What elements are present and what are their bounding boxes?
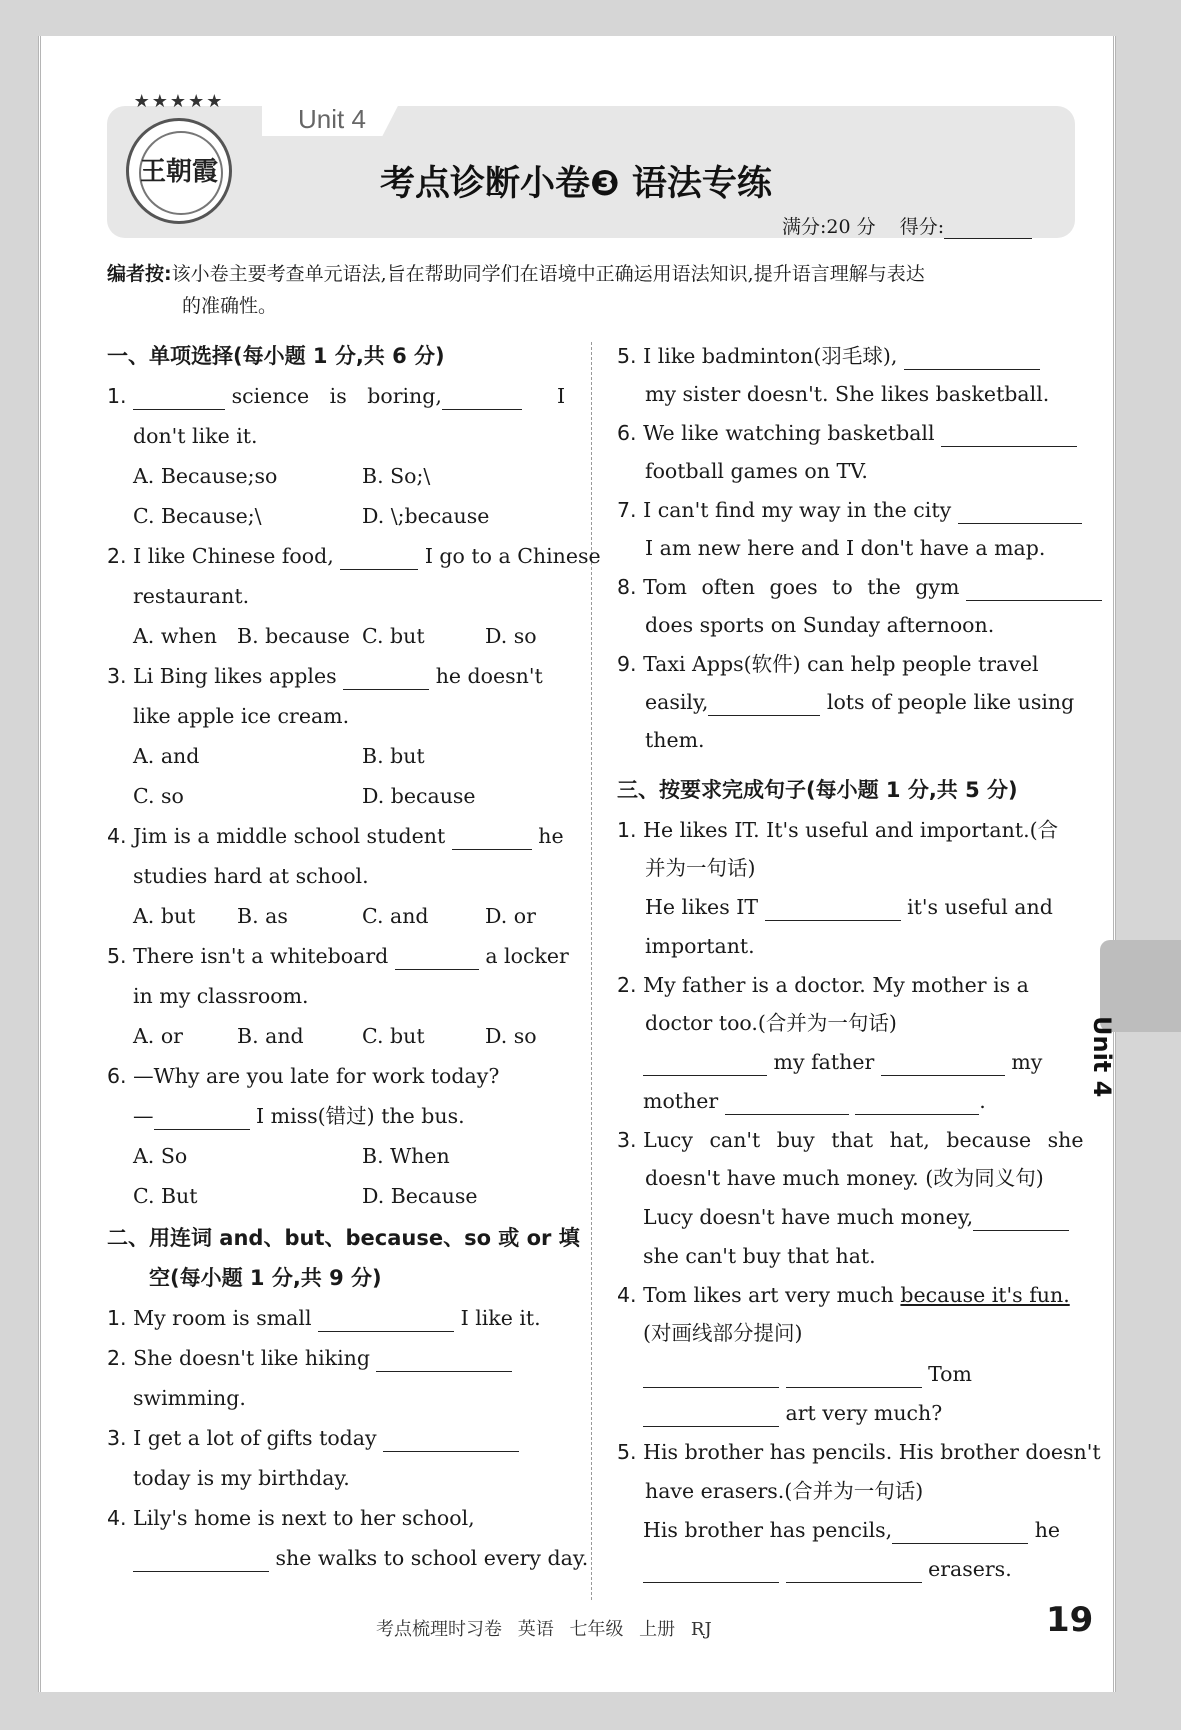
logo-text: 王朝霞 bbox=[139, 157, 218, 187]
s1-q5-line2: in my classroom. bbox=[133, 984, 309, 1008]
brand-logo bbox=[126, 91, 232, 224]
blank[interactable] bbox=[904, 347, 1040, 370]
option[interactable]: D. Because bbox=[362, 1184, 478, 1208]
option[interactable]: C. and bbox=[362, 904, 429, 928]
option[interactable]: C. But bbox=[133, 1184, 198, 1208]
blank[interactable] bbox=[725, 1092, 849, 1115]
blank[interactable] bbox=[643, 1404, 779, 1427]
section-2-title-cont: 空(每小题 1 分,共 9 分) bbox=[149, 1266, 382, 1290]
s2-q3-line2: today is my birthday. bbox=[133, 1466, 350, 1490]
s3-q4-line1: 4. Tom likes art very much because it's fun. bbox=[617, 1283, 1070, 1307]
blank[interactable] bbox=[318, 1309, 454, 1332]
s3-q1-line1: 1. He likes IT. It's useful and important.(合 bbox=[617, 818, 1059, 842]
option[interactable]: D. \;because bbox=[362, 504, 490, 528]
s1-q2-line1: 2. I like Chinese food, I go to a Chinese bbox=[107, 544, 601, 568]
note-label: 编者按: bbox=[107, 263, 172, 285]
s2-q1: 1. My room is small I like it. bbox=[107, 1306, 541, 1330]
s3-q5-line4: erasers. bbox=[643, 1555, 1012, 1583]
s1-q2-line2: restaurant. bbox=[133, 584, 250, 608]
blank[interactable] bbox=[966, 578, 1102, 601]
s2-q9-line2: easily, lots of people like using bbox=[645, 690, 1075, 714]
option[interactable]: A. but bbox=[133, 904, 196, 928]
s2-q5-line2: my sister doesn't. She likes basketball. bbox=[645, 382, 1050, 406]
s2-q4-line2: she walks to school every day. bbox=[133, 1544, 588, 1572]
s3-q2-line4: mother . bbox=[643, 1089, 986, 1113]
blank[interactable] bbox=[786, 1365, 922, 1388]
s2-q5-line1: 5. I like badminton(羽毛球), bbox=[617, 342, 1040, 370]
option[interactable]: A. or bbox=[133, 1024, 183, 1048]
score-line bbox=[782, 212, 1032, 239]
option[interactable]: B. When bbox=[362, 1144, 450, 1168]
s2-q7-line1: 7. I can't find my way in the city bbox=[617, 496, 1082, 524]
blank[interactable] bbox=[442, 387, 522, 410]
option[interactable]: C. but bbox=[362, 1024, 425, 1048]
s3-q1-line4: important. bbox=[645, 934, 755, 958]
option[interactable]: B. So;\ bbox=[362, 464, 431, 488]
s3-q2-line1: 2. My father is a doctor. My mother is a bbox=[617, 973, 1029, 997]
s1-q6-line2: — I miss(错过) the bus. bbox=[133, 1104, 465, 1128]
s3-q5-line3: His brother has pencils, he bbox=[643, 1518, 1061, 1542]
option[interactable]: D. so bbox=[485, 1024, 537, 1048]
blank[interactable] bbox=[395, 947, 479, 970]
blank[interactable] bbox=[133, 1549, 269, 1572]
blank[interactable] bbox=[340, 547, 418, 570]
option[interactable]: A. when bbox=[133, 624, 217, 648]
option[interactable]: B. as bbox=[237, 904, 288, 928]
blank[interactable] bbox=[133, 387, 225, 410]
s1-q6-line1: 6. —Why are you late for work today? bbox=[107, 1064, 500, 1088]
section-2-title: 二、用连词 and、but、because、so 或 or 填 bbox=[107, 1226, 580, 1250]
section-1-title: 一、单项选择(每小题 1 分,共 6 分) bbox=[107, 344, 445, 368]
editor-note bbox=[107, 258, 1077, 322]
s2-q8-line2: does sports on Sunday afternoon. bbox=[645, 613, 995, 637]
option[interactable]: B. but bbox=[362, 744, 425, 768]
page-number: 19 bbox=[1046, 1600, 1094, 1640]
blank[interactable] bbox=[383, 1429, 519, 1452]
column-divider bbox=[591, 342, 592, 1600]
side-unit-label: Unit 4 bbox=[1088, 1016, 1116, 1098]
blank[interactable] bbox=[643, 1365, 779, 1388]
s2-q2-line2: swimming. bbox=[133, 1386, 246, 1410]
s3-q3-line3: Lucy doesn't have much money, bbox=[643, 1203, 1069, 1231]
note-line-2: 的准确性。 bbox=[182, 295, 278, 317]
option[interactable]: C. but bbox=[362, 624, 425, 648]
option[interactable]: A. and bbox=[133, 744, 200, 768]
stars-icon: ★★★★★ bbox=[133, 91, 225, 112]
blank[interactable] bbox=[973, 1208, 1069, 1231]
option[interactable]: D. because bbox=[362, 784, 476, 808]
s3-q4-line3: Tom bbox=[643, 1360, 972, 1388]
s2-q3-line1: 3. I get a lot of gifts today bbox=[107, 1424, 519, 1452]
blank[interactable] bbox=[708, 693, 820, 716]
option[interactable]: C. Because;\ bbox=[133, 504, 262, 528]
section-3-title: 三、按要求完成句子(每小题 1 分,共 5 分) bbox=[617, 778, 1018, 802]
blank[interactable] bbox=[881, 1053, 1005, 1076]
option[interactable]: D. or bbox=[485, 904, 536, 928]
blank[interactable] bbox=[855, 1092, 979, 1115]
option[interactable]: B. because bbox=[237, 624, 350, 648]
s2-q2-line1: 2. She doesn't like hiking bbox=[107, 1344, 512, 1372]
s2-q6-line1: 6. We like watching basketball bbox=[617, 419, 1077, 447]
s1-q4-line2: studies hard at school. bbox=[133, 864, 369, 888]
s2-q7-line2: I am new here and I don't have a map. bbox=[645, 536, 1046, 560]
s1-q5-line1: 5. There isn't a whiteboard a locker bbox=[107, 944, 569, 968]
blank[interactable] bbox=[765, 898, 901, 921]
s3-q3-line1: 3. Lucy can't buy that hat, because she bbox=[617, 1128, 1084, 1152]
blank[interactable] bbox=[376, 1349, 512, 1372]
s3-q3-line2: doesn't have much money. (改为同义句) bbox=[645, 1166, 1044, 1190]
s1-q1-line2: don't like it. bbox=[133, 424, 258, 448]
option[interactable]: C. so bbox=[133, 784, 184, 808]
blank[interactable] bbox=[343, 667, 429, 690]
side-unit-tab bbox=[1088, 940, 1181, 1098]
s1-q1-line1: 1. science is boring, I bbox=[107, 384, 566, 408]
s3-q5-line2: have erasers.(合并为一句话) bbox=[645, 1479, 924, 1503]
score-label: 得分: bbox=[899, 216, 945, 238]
s2-q4-line1: 4. Lily's home is next to her school, bbox=[107, 1506, 475, 1530]
s2-q8-line1: 8. Tom often goes to the gym bbox=[617, 573, 1102, 601]
s3-q1-line3: He likes IT it's useful and bbox=[645, 895, 1053, 919]
s1-q4-line1: 4. Jim is a middle school student he bbox=[107, 824, 564, 848]
s2-q6-line2: football games on TV. bbox=[645, 459, 868, 483]
blank[interactable] bbox=[643, 1560, 779, 1583]
full-score: 满分:20 分 bbox=[782, 216, 876, 238]
blank[interactable] bbox=[643, 1053, 767, 1076]
s3-q2-line3: my father my bbox=[643, 1048, 1042, 1076]
s1-q3-line1: 3. Li Bing likes apples he doesn't bbox=[107, 664, 543, 688]
score-blank[interactable] bbox=[944, 220, 1032, 239]
unit-label: Unit 4 bbox=[298, 104, 366, 134]
s1-q3-line2: like apple ice cream. bbox=[133, 704, 350, 728]
blank[interactable] bbox=[892, 1521, 1028, 1544]
blank[interactable] bbox=[154, 1107, 250, 1130]
page-title: 考点诊断小卷❸ 语法专练 bbox=[380, 164, 772, 204]
note-line-1: 该小卷主要考查单元语法,旨在帮助同学们在语境中正确运用语法知识,提升语言理解与表达 bbox=[171, 263, 925, 285]
s3-q5-line1: 5. His brother has pencils. His brother doesn't bbox=[617, 1440, 1101, 1464]
s3-q1-line2: 并为一句话) bbox=[645, 856, 756, 880]
option[interactable]: A. So bbox=[133, 1144, 188, 1168]
option[interactable]: B. and bbox=[237, 1024, 304, 1048]
blank[interactable] bbox=[958, 501, 1082, 524]
blank[interactable] bbox=[452, 827, 532, 850]
option[interactable]: D. so bbox=[485, 624, 537, 648]
s3-q3-line4: she can't buy that hat. bbox=[643, 1244, 876, 1268]
s3-q2-line2: doctor too.(合并为一句话) bbox=[645, 1011, 897, 1035]
option[interactable]: A. Because;so bbox=[133, 464, 278, 488]
s2-q9-line1: 9. Taxi Apps(软件) can help people travel bbox=[617, 652, 1039, 676]
footer-text: 考点梳理时习卷 英语 七年级 上册 RJ bbox=[376, 1619, 712, 1640]
blank[interactable] bbox=[786, 1560, 922, 1583]
s2-q9-line3: them. bbox=[645, 728, 705, 752]
blank[interactable] bbox=[941, 424, 1077, 447]
s3-q4-line2: (对画线部分提问) bbox=[643, 1321, 803, 1345]
s3-q4-line4: art very much? bbox=[643, 1399, 942, 1427]
